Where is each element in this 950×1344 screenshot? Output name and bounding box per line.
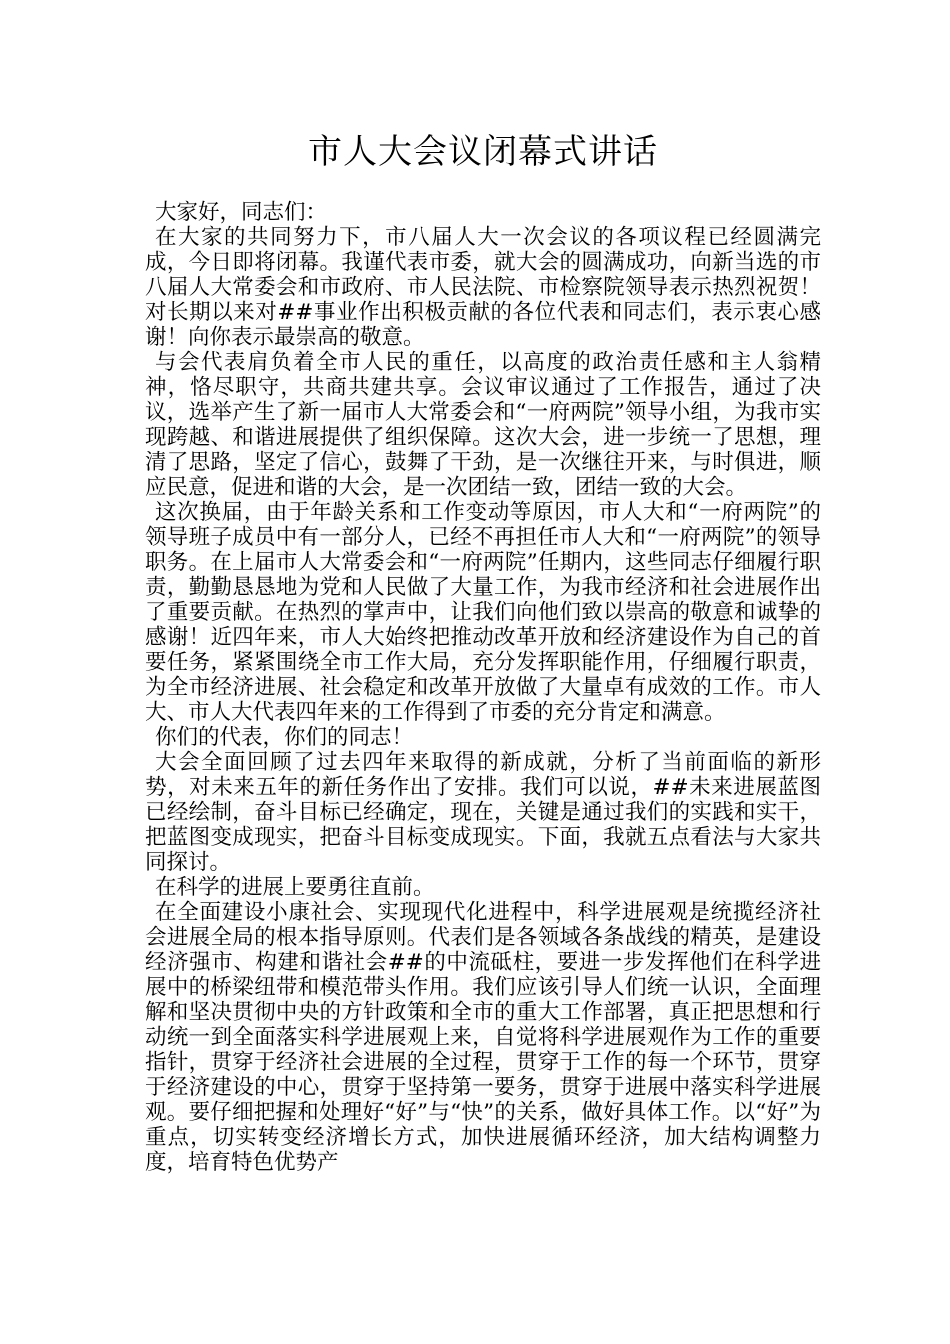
paragraph-3: 这次换届，由于年龄关系和工作变动等原因，市人大和“一府两院”的领导班子成员中有一部分人，已经不再担任市人大和“一府两院”的领导职务。在上届市人大常委会和“一府两院”任期内，这些同志仔细履行职责，勤勤恳恳地为党和人民做了大量工作，为我市经济和社会进展作出了重要贡献。在热烈的掌声中，让我们向他们致以崇高的敬意和诚挚的感谢！近四年来，市人大始终把推动改革开放和经济建设作为自己的首要任务，紧紧围绕全市工作大局，充分发挥职能作用，仔细履行职责，为全市经济进展、社会稳定和改革开放做了大量卓有成效的工作。市人大、市人大代表四年来的工作得到了市委的充分肯定和满意。 xyxy=(145,500,821,725)
section-heading-1: 在科学的进展上要勇往直前。 xyxy=(155,875,435,900)
paragraph-1: 在大家的共同努力下，市八届人大一次会议的各项议程已经圆满完成，今日即将闭幕。我谨代表市委，就大会的圆满成功，向新当选的市八届人大常委会和市政府、市人民法院、市检察院领导表示热烈祝贺！对长期以来对##事业作出积极贡献的各位代表和同志们，表示衷心感谢！向你表示最崇高的敬意。 xyxy=(145,225,821,350)
paragraph-4: 你们的代表，你们的同志！ xyxy=(155,725,414,750)
document-page xyxy=(145,128,821,1175)
paragraph-greeting: 大家好，同志们： xyxy=(155,200,328,225)
paragraph-2: 与会代表肩负着全市人民的重任，以高度的政治责任感和主人翁精神，恪尽职守，共商共建共享。会议审议通过了工作报告，通过了决议，选举产生了新一届市人大常委会和“一府两院”领导小组，为我市实现跨越、和谐进展提供了组织保障。这次大会，进一步统一了思想，理清了思路，坚定了信心，鼓舞了干劲，是一次继往开来，与时俱进，顺应民意，促进和谐的大会，是一次团结一致，团结一致的大会。 xyxy=(145,350,821,500)
paragraph-5: 大会全面回顾了过去四年来取得的新成就，分析了当前面临的新形势，对未来五年的新任务作出了安排。我们可以说，##未来进展蓝图已经绘制，奋斗目标已经确定，现在，关键是通过我们的实践和实干，把蓝图变成现实，把奋斗目标变成现实。下面，我就五点看法与大家共同探讨。 xyxy=(145,750,821,875)
paragraph-6: 在全面建设小康社会、实现现代化进程中，科学进展观是统揽经济社会进展全局的根本指导原则。代表们是各领域各条战线的精英，是建设经济强市、构建和谐社会##的中流砥柱，要进一步发挥他们在科学进展中的桥梁纽带和模范带头作用。我们应该引导人们统一认识，全面理解和坚决贯彻中央的方针政策和全市的重大工作部署，真正把思想和行动统一到全面落实科学进展观上来，自觉将科学进展观作为工作的重要指针，贯穿于经济社会进展的全过程，贯穿于工作的每一个环节，贯穿于经济建设的中心，贯穿于坚持第一要务，贯穿于进展中落实科学进展观。要仔细把握和处理好“好”与“快”的关系，做好具体工作。以“好”为重点，切实转变经济增长方式，加快进展循环经济，加大结构调整力度，培育特色优势产 xyxy=(145,900,821,1175)
document-title: 市人大会议闭幕式讲话 xyxy=(308,132,658,172)
